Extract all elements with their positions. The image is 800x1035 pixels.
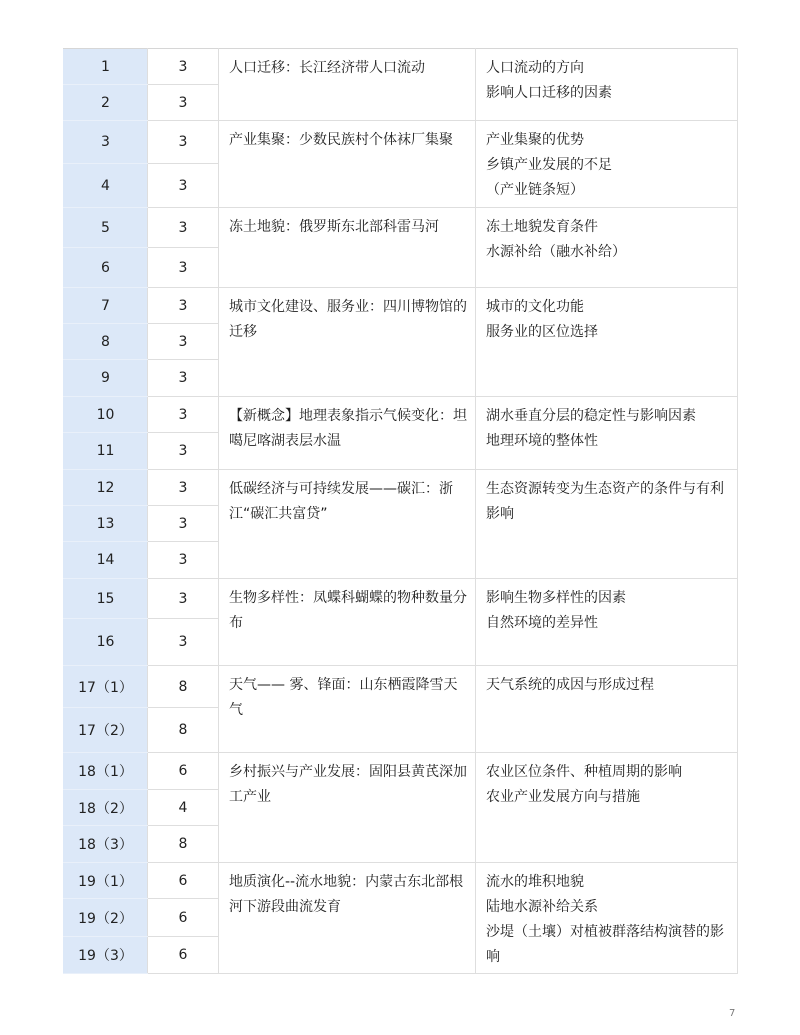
table-row (64, 121, 738, 164)
knowledge-point: 流水的堆积地貌 (486, 874, 584, 890)
question-number-cell: 19（1） (64, 863, 148, 899)
knowledge-points-cell (476, 288, 738, 397)
material-cell (219, 470, 476, 579)
material-cell (219, 121, 476, 208)
knowledge-point: 城市的文化功能 (486, 299, 584, 315)
material-text: 产业集聚：少数民族村个体袜厂集聚 (229, 132, 453, 148)
knowledge-point: 影响人口迁移的因素 (486, 85, 612, 101)
material-text: 冻土地貌：俄罗斯东北部科雷马河 (229, 219, 439, 235)
knowledge-point: 影响生物多样性的因素 (486, 590, 626, 606)
score-cell: 8 (148, 826, 219, 863)
score-cell: 3 (148, 360, 219, 397)
question-number-cell: 8 (64, 324, 148, 360)
knowledge-point: （产业链条短） (486, 182, 584, 198)
knowledge-points-cell (476, 208, 738, 288)
score-cell: 3 (148, 324, 219, 360)
knowledge-point: 陆地水源补给关系 (486, 899, 598, 915)
knowledge-point: 农业产业发展方向与措施 (486, 789, 640, 805)
table-row (64, 470, 738, 506)
knowledge-point: 自然环境的差异性 (486, 615, 598, 631)
question-number-cell: 14 (64, 542, 148, 579)
question-number-cell: 3 (64, 121, 148, 164)
question-number-cell: 10 (64, 397, 148, 433)
knowledge-point: 服务业的区位选择 (486, 324, 598, 340)
question-number-cell: 16 (64, 619, 148, 666)
question-number-cell: 18（3） (64, 826, 148, 863)
score-cell: 3 (148, 121, 219, 164)
question-table (63, 48, 738, 974)
score-cell: 6 (148, 753, 219, 790)
knowledge-points-cell (476, 863, 738, 974)
score-cell: 3 (148, 208, 219, 248)
score-cell: 8 (148, 666, 219, 708)
score-cell: 6 (148, 899, 219, 937)
table-row (64, 288, 738, 324)
knowledge-point: 冻土地貌发育条件 (486, 219, 598, 235)
knowledge-point: 湖水垂直分层的稳定性与影响因素 (486, 408, 696, 424)
knowledge-point: 人口流动的方向 (486, 60, 584, 76)
question-number-cell: 1 (64, 49, 148, 85)
table-row (64, 666, 738, 708)
material-text: 乡村振兴与产业发展：固阳县黄芪深加工产业 (229, 764, 467, 805)
score-cell: 6 (148, 937, 219, 974)
material-cell (219, 49, 476, 121)
table-row (64, 579, 738, 619)
knowledge-points-cell (476, 470, 738, 579)
knowledge-point: 产业集聚的优势 (486, 132, 584, 148)
knowledge-point: 地理环境的整体性 (486, 433, 598, 449)
score-cell: 3 (148, 470, 219, 506)
knowledge-point: 天气系统的成因与形成过程 (486, 677, 654, 693)
score-cell: 3 (148, 542, 219, 579)
material-cell (219, 666, 476, 753)
question-number-cell: 18（1） (64, 753, 148, 790)
score-cell: 4 (148, 790, 219, 826)
material-cell (219, 579, 476, 666)
knowledge-points-cell (476, 666, 738, 753)
knowledge-points-cell (476, 753, 738, 863)
table-row (64, 208, 738, 248)
knowledge-point: 水源补给（融水补给） (486, 244, 626, 260)
page-number: 7 (729, 1008, 736, 1019)
table-row (64, 863, 738, 899)
knowledge-point: 乡镇产业发展的不足 (486, 157, 612, 173)
question-number-cell: 17（1） (64, 666, 148, 708)
question-number-cell: 9 (64, 360, 148, 397)
table-row (64, 753, 738, 790)
knowledge-point: 沙堤（土壤）对植被群落结构演替的影响 (486, 924, 724, 965)
score-cell: 3 (148, 288, 219, 324)
score-cell: 3 (148, 397, 219, 433)
question-number-cell: 11 (64, 433, 148, 470)
question-number-cell: 15 (64, 579, 148, 619)
question-number-cell: 19（3） (64, 937, 148, 974)
score-cell: 3 (148, 248, 219, 288)
question-number-cell: 6 (64, 248, 148, 288)
score-cell: 6 (148, 863, 219, 899)
knowledge-points-cell (476, 121, 738, 208)
knowledge-point: 生态资源转变为生态资产的条件与有利影响 (486, 481, 724, 522)
knowledge-points-cell (476, 397, 738, 470)
knowledge-points-cell (476, 579, 738, 666)
material-text: 低碳经济与可持续发展——碳汇：浙江“碳汇共富贷” (229, 481, 453, 522)
material-text: 城市文化建设、服务业：四川博物馆的迁移 (229, 299, 467, 340)
question-number-cell: 13 (64, 506, 148, 542)
score-cell: 3 (148, 85, 219, 121)
knowledge-points-cell (476, 49, 738, 121)
question-number-cell: 18（2） (64, 790, 148, 826)
question-number-cell: 7 (64, 288, 148, 324)
score-cell: 3 (148, 506, 219, 542)
material-text: 人口迁移：长江经济带人口流动 (229, 60, 425, 76)
material-text: 生物多样性：凤蝶科蝴蝶的物种数量分布 (229, 590, 467, 631)
material-cell (219, 288, 476, 397)
table-row (64, 397, 738, 433)
material-cell (219, 208, 476, 288)
score-cell: 8 (148, 708, 219, 753)
score-cell: 3 (148, 433, 219, 470)
question-number-cell: 5 (64, 208, 148, 248)
question-number-cell: 12 (64, 470, 148, 506)
material-cell (219, 863, 476, 974)
knowledge-point: 农业区位条件、种植周期的影响 (486, 764, 682, 780)
material-text: 【新概念】地理表象指示气候变化：坦噶尼喀湖表层水温 (229, 408, 467, 449)
question-number-cell: 17（2） (64, 708, 148, 753)
question-number-cell: 19（2） (64, 899, 148, 937)
material-cell (219, 753, 476, 863)
question-number-cell: 2 (64, 85, 148, 121)
score-cell: 3 (148, 164, 219, 208)
material-text: 地质演化--流水地貌：内蒙古东北部根河下游段曲流发育 (229, 874, 464, 915)
score-cell: 3 (148, 49, 219, 85)
table-row (64, 49, 738, 85)
score-cell: 3 (148, 579, 219, 619)
material-text: 天气—— 雾、锋面：山东栖霞降雪天气 (229, 677, 458, 718)
score-cell: 3 (148, 619, 219, 666)
material-cell (219, 397, 476, 470)
question-number-cell: 4 (64, 164, 148, 208)
